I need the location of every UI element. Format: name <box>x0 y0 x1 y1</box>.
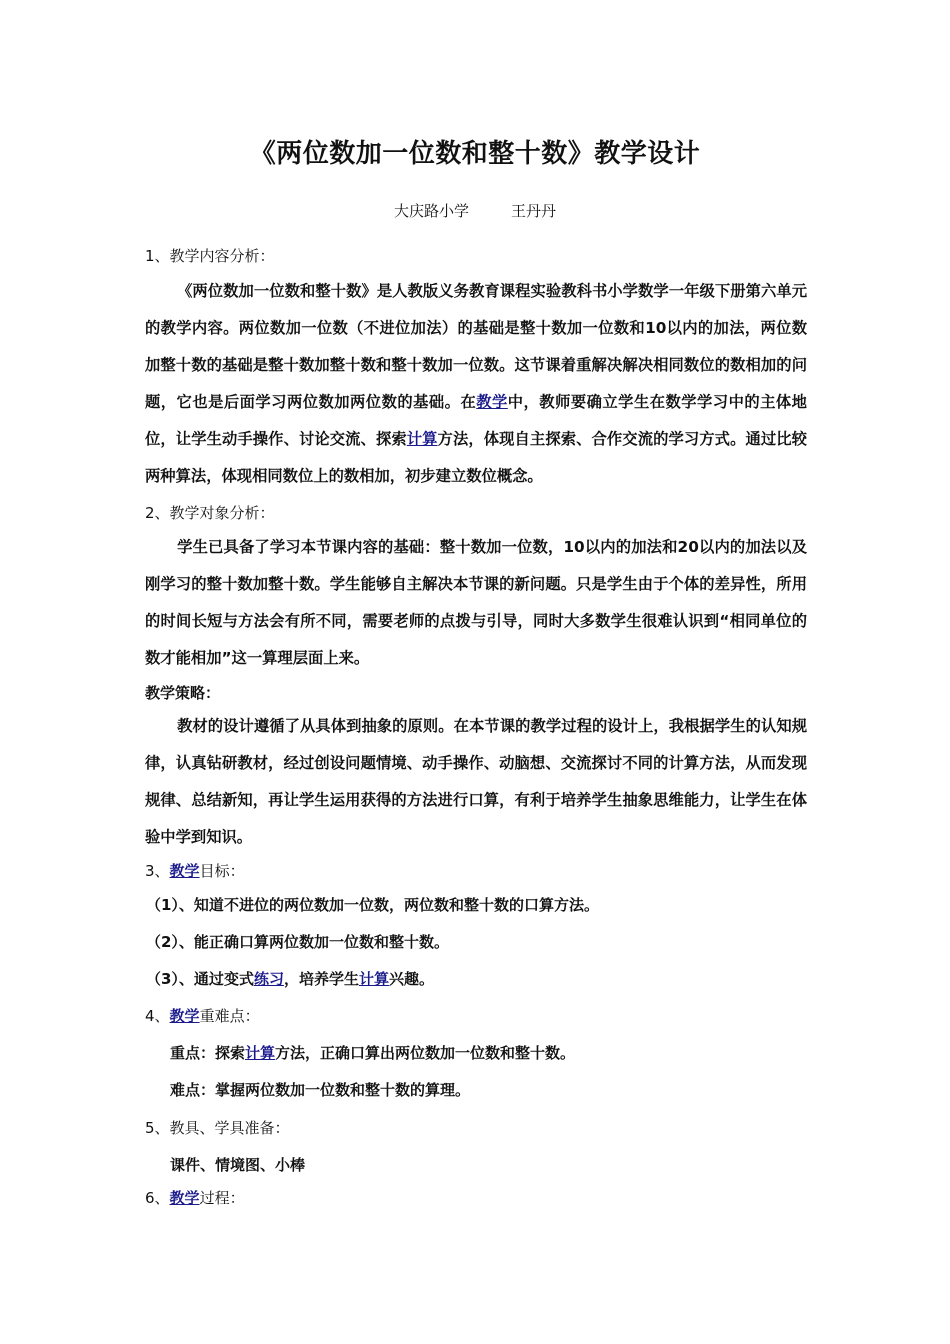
strategy-paragraph <box>145 708 807 856</box>
practice-link[interactable]: 练习 <box>253 970 284 988</box>
strategy-text: 教材的设计遵循了从具体到抽象的原则。在本节课的教学过程的设计上，我根据学生的认知规律，认真钻研教材，经过创设问题情境、动手操作、动脑想、交流探讨不同的计算方法，从而发现规律、总结新知，再让学生运用获得的方法进行口算，有利于培养学生抽象思维能力，让学生在体验中学到知识。 <box>145 717 807 846</box>
teaching-link[interactable]: 教学 <box>169 1189 200 1207</box>
materials-list: 课件、情境图、小棒 <box>170 1156 306 1174</box>
section-1-paragraph <box>145 273 807 495</box>
section-2-text: 学生已具备了学习本节课内容的基础：整十数加一位数，10以内的加法和20以内的加法以及刚学习的整十数加整十数。学生能够自主解决本节课的新问题。只是学生由于个体的差异性，所用的时间长短与方法会有所不同，需要老师的点拨与引导，同时大多数学生很难认识到“相同单位的数才能相加”这一算理层面上来。 <box>145 538 807 667</box>
teaching-link[interactable]: 教学 <box>169 1007 200 1025</box>
goal-2: （2）、能正确口算两位数加一位数和整十数。 <box>146 933 449 951</box>
section-4-heading: 4、教学重难点： <box>145 1007 260 1025</box>
goal-1: （1）、知道不进位的两位数加一位数，两位数和整十数的口算方法。 <box>146 896 599 914</box>
section-1-text-2: 中，教师要确立学生在数学学习中的主体地位，让学生动手操作、讨论交流、探索 <box>145 393 807 448</box>
section-1-text-3: 方法，体现自主探索、合作交流的学习方式。通过比较两种算法，体现相同数位上的数相加，初步建立数位概念。 <box>145 430 807 485</box>
calculation-link[interactable]: 计算 <box>245 1044 276 1062</box>
section-1-heading: 1、教学内容分析： <box>145 247 275 265</box>
teaching-link[interactable]: 教学 <box>476 393 508 411</box>
section-1-text-1: 《两位数加一位数和整十数》是人教版义务教育课程实验教科书小学数学一年级下册第六单元的教学内容。两位数加一位数（不进位加法）的基础是整十数加一位数和10以内的加法，两位数加整十数的基础是整十数加整十数和整十数加一位数。这节课着重解决解决相同数位的数相加的问题，它也是后面学习两位数加两位数的基础。在 <box>145 282 807 411</box>
calculation-link[interactable]: 计算 <box>406 430 438 448</box>
calculation-link[interactable]: 计算 <box>358 970 389 988</box>
document-title: 《两位数加一位数和整十数》教学设计 <box>249 139 701 169</box>
section-3-heading: 3、教学目标： <box>145 862 245 880</box>
goal-3: （3）、通过变式练习，培养学生计算兴趣。 <box>146 970 435 988</box>
section-6-heading: 6、教学过程： <box>145 1189 245 1207</box>
strategy-heading: 教学策略： <box>145 684 221 702</box>
key-point: 重点：探索计算方法，正确口算出两位数加一位数和整十数。 <box>170 1044 576 1062</box>
author-school: 大庆路小学 <box>393 202 469 220</box>
author-name: 王丹丹 <box>511 202 557 220</box>
section-2-paragraph <box>145 529 807 677</box>
author-line <box>0 200 950 221</box>
section-5-heading: 5、教具、学具准备： <box>145 1119 290 1137</box>
teaching-link[interactable]: 教学 <box>169 862 200 880</box>
section-2-heading: 2、教学对象分析： <box>145 504 275 522</box>
difficult-point: 难点：掌握两位数加一位数和整十数的算理。 <box>170 1081 471 1099</box>
